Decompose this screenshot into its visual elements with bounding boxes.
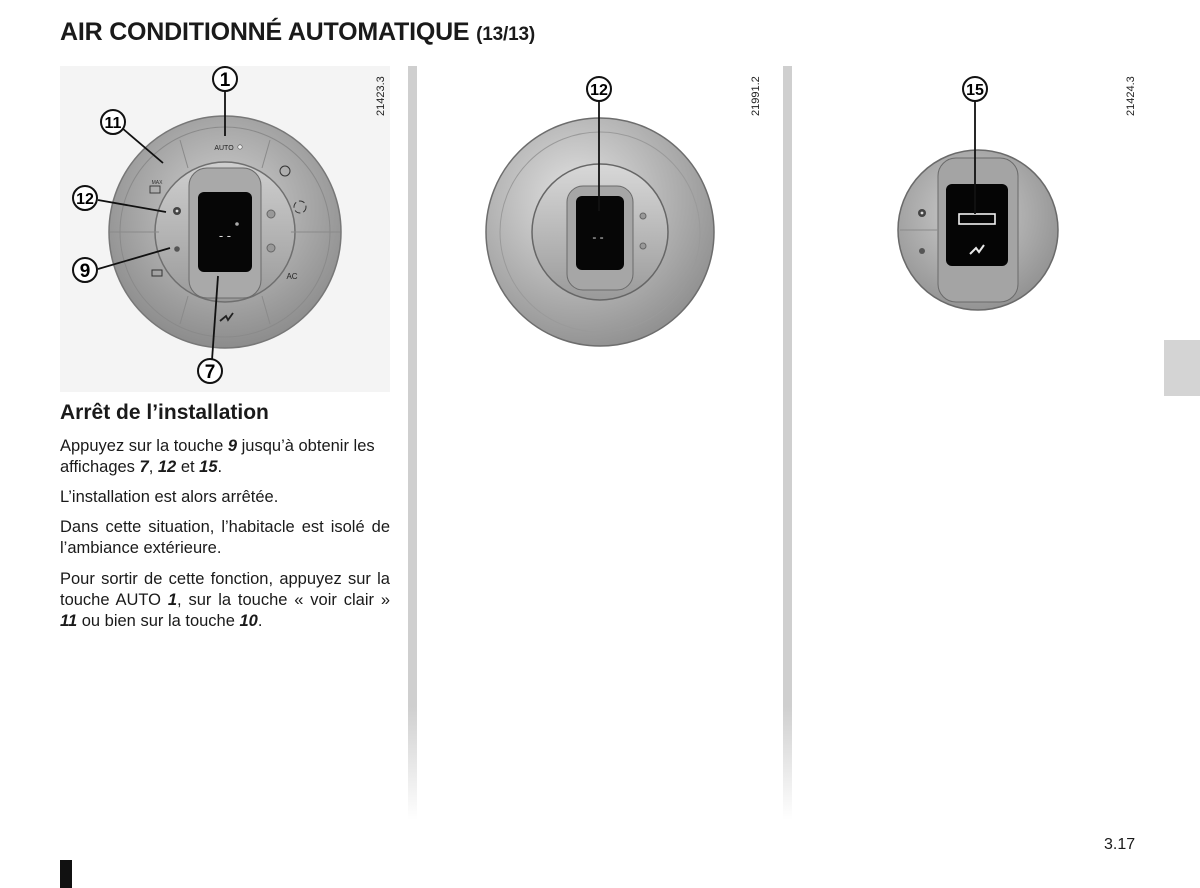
- figure-1-control-panel: [60, 66, 390, 392]
- figure-2-display-text: - -: [592, 230, 604, 244]
- svg-text:11: 11: [104, 115, 122, 132]
- svg-text:12: 12: [76, 191, 94, 208]
- section-heading: Arrêt de l’installation: [60, 401, 269, 424]
- auto-label: AUTO: [214, 145, 234, 152]
- chapter-tab-marker: [1164, 340, 1200, 396]
- callout-1-icon: [213, 67, 237, 91]
- figure-3-display-screen: [946, 184, 1008, 266]
- figure-2-ref: 21991.2: [750, 76, 762, 116]
- column-separator-left: [408, 66, 417, 820]
- paragraph-1: Appuyez sur la touche 9 jusqu’à obtenir les affichages 7, 12 et 15.: [60, 437, 375, 476]
- corner-mark: [60, 860, 72, 888]
- svg-text:1: 1: [219, 70, 231, 91]
- svg-text:9: 9: [79, 261, 91, 282]
- page-number: 3.17: [1104, 836, 1136, 853]
- fan-icon: [918, 209, 926, 217]
- ac-label: AC: [286, 272, 298, 281]
- page-title-main: AIR CONDITIONNÉ AUTOMATIQUE: [60, 18, 470, 46]
- fan-icon: [173, 207, 181, 215]
- figure-2-callout-12-icon: [587, 77, 611, 101]
- paragraph-2: L’installation est alors arrêtée.: [60, 488, 279, 506]
- callout-12-icon: [73, 186, 97, 210]
- figure-1-ref: 21423.3: [375, 76, 387, 116]
- paragraph-3: Dans cette situation, l’habitacle est isolé de l’ambiance extérieure.: [60, 518, 390, 557]
- figure-1-display-text: - -: [218, 228, 232, 243]
- column-separator-right: [783, 66, 792, 820]
- figure-2-control-panel: [470, 66, 730, 356]
- page-title: [60, 18, 535, 47]
- fan-small-icon: [174, 246, 180, 252]
- svg-text:7: 7: [204, 362, 216, 383]
- svg-text:12: 12: [590, 82, 608, 99]
- callout-7-icon: [198, 359, 222, 383]
- figure-3-callout-15-icon: [963, 77, 987, 101]
- svg-text:15: 15: [966, 82, 984, 99]
- figure-3-control-panel: [880, 66, 1080, 326]
- figure-3-ref: 21424.3: [1125, 76, 1137, 116]
- callout-11-icon: [101, 110, 125, 134]
- paragraph-4: Pour sortir de cette fonction, appuyez sur la touche AUTO 1, sur la touche « voir clair » 11 ou bien sur la touche 10.: [60, 570, 391, 630]
- fan-small-icon: [919, 248, 925, 254]
- page-title-part: (13/13): [476, 24, 535, 45]
- max-label: MAX: [151, 180, 163, 186]
- callout-9-icon: [73, 258, 97, 282]
